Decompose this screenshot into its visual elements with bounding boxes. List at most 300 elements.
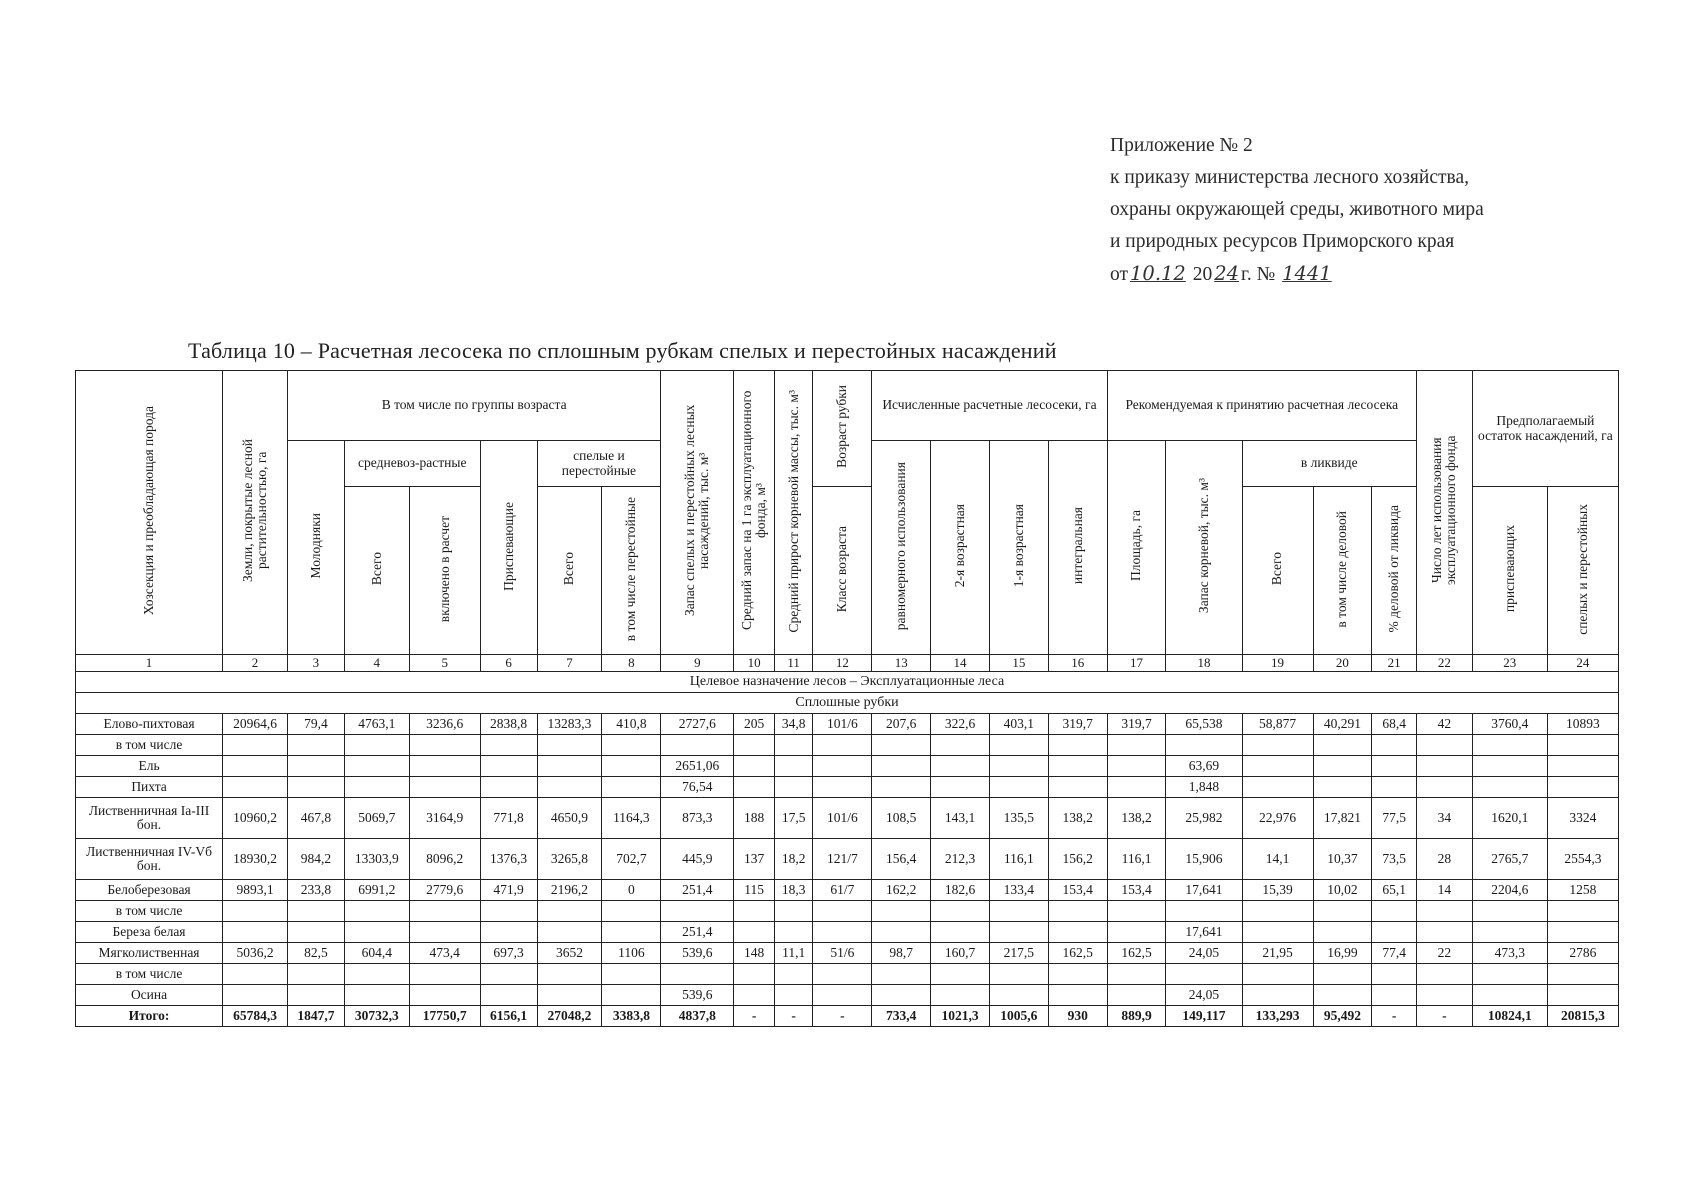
- table-cell: 3164,9: [409, 798, 480, 839]
- table-cell: 20964,6: [223, 714, 288, 735]
- table-cell: 1005,6: [989, 1006, 1048, 1027]
- column-numbers-row: [76, 655, 1619, 672]
- table-cell: 733,4: [872, 1006, 931, 1027]
- table-cell: 21,95: [1242, 943, 1313, 964]
- column-number: 6: [480, 655, 537, 672]
- header-years: Число лет использования эксплуатационного фонда: [1416, 371, 1472, 655]
- table-cell: 771,8: [480, 798, 537, 839]
- table-cell: [734, 756, 775, 777]
- table-cell: 17750,7: [409, 1006, 480, 1027]
- table-cell: [813, 964, 872, 985]
- table-cell: 3265,8: [537, 839, 602, 880]
- table-cell: [344, 735, 409, 756]
- table-cell: [1313, 985, 1372, 1006]
- table-cell: 10960,2: [223, 798, 288, 839]
- table-cell: [1547, 777, 1618, 798]
- header-commercial: в том числе деловой: [1313, 487, 1372, 655]
- table-cell: 162,5: [1048, 943, 1107, 964]
- header-second-age: 2-я возрастная: [931, 441, 990, 655]
- handwritten-date: 10.12: [1130, 262, 1186, 285]
- table-cell: 10,02: [1313, 880, 1372, 901]
- table-cell: 8096,2: [409, 839, 480, 880]
- table-cell: 22: [1416, 943, 1472, 964]
- table-cell: [1547, 985, 1618, 1006]
- column-number: 17: [1107, 655, 1166, 672]
- table-cell: 1258: [1547, 880, 1618, 901]
- species-name: Ель: [76, 756, 223, 777]
- table-cell: 9893,1: [223, 880, 288, 901]
- table-cell: [1048, 922, 1107, 943]
- table-cell: 65,538: [1166, 714, 1242, 735]
- order-reference: от 10.12 20 24 г. № 1441: [1110, 262, 1332, 285]
- table-cell: 319,7: [1048, 714, 1107, 735]
- table-cell: 445,9: [661, 839, 734, 880]
- species-name: Лиственничная Ia-III бон.: [76, 798, 223, 839]
- column-number: 19: [1242, 655, 1313, 672]
- table-cell: [872, 901, 931, 922]
- table-body: [76, 672, 1619, 1027]
- table-cell: [602, 777, 661, 798]
- table-cell: [1372, 756, 1417, 777]
- header-rest-ripe: спелых и перестойных: [1547, 487, 1618, 655]
- table-cell: [288, 901, 345, 922]
- table-cell: 138,2: [1107, 798, 1166, 839]
- table-cell: 133,4: [989, 880, 1048, 901]
- table-cell: [1107, 756, 1166, 777]
- table-cell: [1313, 756, 1372, 777]
- table-cell: [989, 756, 1048, 777]
- table-cell: 108,5: [872, 798, 931, 839]
- table-cell: 251,4: [661, 880, 734, 901]
- table-cell: [1107, 777, 1166, 798]
- table-cell: [1416, 964, 1472, 985]
- table-cell: 3760,4: [1472, 714, 1547, 735]
- table-cell: 233,8: [288, 880, 345, 901]
- table-cell: 11,1: [774, 943, 813, 964]
- table-cell: [602, 735, 661, 756]
- column-number: 8: [602, 655, 661, 672]
- column-number: 21: [1372, 655, 1417, 672]
- table-cell: 51/6: [813, 943, 872, 964]
- table-cell: [288, 985, 345, 1006]
- table-cell: 156,4: [872, 839, 931, 880]
- table-cell: 27048,2: [537, 1006, 602, 1027]
- table-cell: -: [1416, 1006, 1472, 1027]
- table-cell: [1048, 901, 1107, 922]
- species-name: Белоберезовая: [76, 880, 223, 901]
- table-row: [76, 756, 1619, 777]
- table-cell: [223, 964, 288, 985]
- table-cell: [1547, 922, 1618, 943]
- table-row: [76, 735, 1619, 756]
- table-cell: [661, 735, 734, 756]
- table-cell: [1048, 756, 1107, 777]
- table-cell: 18,2: [774, 839, 813, 880]
- table-cell: [813, 735, 872, 756]
- column-number: 7: [537, 655, 602, 672]
- table-cell: [480, 777, 537, 798]
- table-cell: [931, 964, 990, 985]
- table-cell: 2727,6: [661, 714, 734, 735]
- table-row: [76, 922, 1619, 943]
- header-recommended: Рекомендуемая к принятию расчетная лесосека: [1107, 371, 1416, 441]
- table-cell: [1472, 777, 1547, 798]
- table-cell: [288, 777, 345, 798]
- table-cell: -: [1372, 1006, 1417, 1027]
- table-cell: [931, 922, 990, 943]
- table-cell: 143,1: [931, 798, 990, 839]
- table-cell: [1048, 964, 1107, 985]
- header-uniform: равномерного использования: [872, 441, 931, 655]
- column-number: 2: [223, 655, 288, 672]
- table-cell: 4837,8: [661, 1006, 734, 1027]
- table-cell: -: [734, 1006, 775, 1027]
- table-cell: 101/6: [813, 798, 872, 839]
- table-cell: 25,982: [1166, 798, 1242, 839]
- table-cell: [409, 985, 480, 1006]
- column-number: 1: [76, 655, 223, 672]
- header-cut-age: Возраст рубки: [813, 371, 872, 487]
- table-cell: [409, 901, 480, 922]
- header-area: Площадь, га: [1107, 441, 1166, 655]
- table-row: [76, 964, 1619, 985]
- subsection-title: Сплошные рубки: [76, 693, 1619, 714]
- table-cell: [931, 756, 990, 777]
- table-cell: [1547, 735, 1618, 756]
- table-cell: [1416, 756, 1472, 777]
- table-cell: 2651,06: [661, 756, 734, 777]
- table-cell: [223, 901, 288, 922]
- table-cell: [1372, 985, 1417, 1006]
- table-cell: [1372, 777, 1417, 798]
- table-cell: 4763,1: [344, 714, 409, 735]
- column-number: 24: [1547, 655, 1618, 672]
- table-cell: 15,39: [1242, 880, 1313, 901]
- table-cell: [1107, 985, 1166, 1006]
- table-cell: 162,5: [1107, 943, 1166, 964]
- appendix-line: к приказу министерства лесного хозяйства,: [1110, 167, 1469, 188]
- table-cell: [872, 964, 931, 985]
- table-cell: [1472, 756, 1547, 777]
- table-cell: [602, 922, 661, 943]
- table-cell: [1372, 922, 1417, 943]
- table-cell: [480, 922, 537, 943]
- table-cell: [223, 922, 288, 943]
- appendix-line: и природных ресурсов Приморского края: [1110, 231, 1455, 252]
- species-name: Береза белая: [76, 922, 223, 943]
- table-cell: [1547, 964, 1618, 985]
- table-cell: [931, 777, 990, 798]
- table-cell: [602, 901, 661, 922]
- table-cell: [872, 777, 931, 798]
- table-cell: 1847,7: [288, 1006, 345, 1027]
- column-number: 12: [813, 655, 872, 672]
- table-cell: [537, 985, 602, 1006]
- table-cell: [480, 985, 537, 1006]
- header-avg-stock: Средний запас на 1 га эксплуатационного фонда, м³: [734, 371, 775, 655]
- table-cell: 10,37: [1313, 839, 1372, 880]
- table-cell: [1547, 756, 1618, 777]
- table-cell: 58,877: [1242, 714, 1313, 735]
- table-cell: 65784,3: [223, 1006, 288, 1027]
- species-name: Осина: [76, 985, 223, 1006]
- table-cell: 15,906: [1166, 839, 1242, 880]
- table-cell: [480, 901, 537, 922]
- table-cell: [537, 735, 602, 756]
- table-cell: [872, 922, 931, 943]
- table-cell: [602, 985, 661, 1006]
- table-cell: [1166, 901, 1242, 922]
- column-number: 23: [1472, 655, 1547, 672]
- header-ripe: спелые и перестойные: [537, 441, 661, 487]
- table-cell: 138,2: [1048, 798, 1107, 839]
- table-cell: 217,5: [989, 943, 1048, 964]
- table-cell: 10824,1: [1472, 1006, 1547, 1027]
- table-cell: [1547, 901, 1618, 922]
- table-cell: [1313, 901, 1372, 922]
- handwritten-year: 24: [1214, 262, 1240, 285]
- table-cell: [1166, 964, 1242, 985]
- column-number: 4: [344, 655, 409, 672]
- table-cell: 18930,2: [223, 839, 288, 880]
- table-cell: [774, 985, 813, 1006]
- table-cell: [344, 777, 409, 798]
- table-cell: 162,2: [872, 880, 931, 901]
- table-cell: 604,4: [344, 943, 409, 964]
- table-cell: 5036,2: [223, 943, 288, 964]
- table-cell: 1376,3: [480, 839, 537, 880]
- table-cell: [409, 756, 480, 777]
- table-cell: [1242, 756, 1313, 777]
- table-cell: 539,6: [661, 985, 734, 1006]
- table-cell: [1242, 777, 1313, 798]
- header-commercial-pct: % деловой от ликвида: [1372, 487, 1417, 655]
- table-cell: 153,4: [1107, 880, 1166, 901]
- table-cell: 101/6: [813, 714, 872, 735]
- table-cell: [813, 756, 872, 777]
- header-stock: Запас спелых и перестойных лесных насаждений, тыс. м³: [661, 371, 734, 655]
- table-cell: 1,848: [1166, 777, 1242, 798]
- table-cell: 95,492: [1313, 1006, 1372, 1027]
- table-cell: 116,1: [1107, 839, 1166, 880]
- table-cell: 79,4: [288, 714, 345, 735]
- table-cell: [223, 756, 288, 777]
- table-cell: 2196,2: [537, 880, 602, 901]
- table-cell: [1048, 777, 1107, 798]
- header-first-age: 1-я возрастная: [989, 441, 1048, 655]
- table-cell: [931, 985, 990, 1006]
- header-age-groups: В том числе по группы возраста: [288, 371, 661, 441]
- table-header: [76, 371, 1619, 672]
- table-cell: [1107, 901, 1166, 922]
- table-cell: 116,1: [989, 839, 1048, 880]
- table-cell: [1416, 735, 1472, 756]
- table-cell: 3652: [537, 943, 602, 964]
- table-cell: 702,7: [602, 839, 661, 880]
- header-root-stock: Запас корневой, тыс. м³: [1166, 441, 1242, 655]
- table-cell: 467,8: [288, 798, 345, 839]
- column-number: 11: [774, 655, 813, 672]
- column-number: 14: [931, 655, 990, 672]
- table-cell: 17,641: [1166, 922, 1242, 943]
- table-cell: 76,54: [661, 777, 734, 798]
- table-cell: [872, 735, 931, 756]
- table-cell: [931, 735, 990, 756]
- table-cell: [223, 985, 288, 1006]
- handwritten-number: 1441: [1282, 262, 1332, 285]
- table-cell: [480, 964, 537, 985]
- table-cell: 68,4: [1372, 714, 1417, 735]
- table-cell: 322,6: [931, 714, 990, 735]
- appendix-title: Приложение № 2: [1110, 135, 1253, 156]
- table-cell: 410,8: [602, 714, 661, 735]
- table-cell: [734, 964, 775, 985]
- table-cell: 42: [1416, 714, 1472, 735]
- table-row: [76, 798, 1619, 839]
- table-cell: 82,5: [288, 943, 345, 964]
- table-cell: 121/7: [813, 839, 872, 880]
- header-avg-growth: Средний прирост корневой массы, тыс. м³: [774, 371, 813, 655]
- table-cell: 2554,3: [1547, 839, 1618, 880]
- table-cell: [989, 901, 1048, 922]
- table-cell: 182,6: [931, 880, 990, 901]
- table-cell: [537, 964, 602, 985]
- table-cell: [1107, 735, 1166, 756]
- table-cell: [774, 735, 813, 756]
- table-caption: Таблица 10 – Расчетная лесосека по сплошным рубкам спелых и перестойных насаждений: [188, 338, 1057, 363]
- table-cell: [480, 735, 537, 756]
- table-cell: 403,1: [989, 714, 1048, 735]
- table-cell: 34,8: [774, 714, 813, 735]
- species-name: Мягколиственная: [76, 943, 223, 964]
- section-title: Целевое назначение лесов – Эксплуатационные леса: [76, 672, 1619, 693]
- table-cell: [1472, 901, 1547, 922]
- header-young: Молодняки: [288, 441, 345, 655]
- table-cell: 137: [734, 839, 775, 880]
- table-cell: 28: [1416, 839, 1472, 880]
- table-cell: 539,6: [661, 943, 734, 964]
- table-cell: [931, 901, 990, 922]
- table-cell: [409, 777, 480, 798]
- table-cell: [602, 756, 661, 777]
- species-name: Лиственничная IV-Vб бон.: [76, 839, 223, 880]
- table-cell: 65,1: [1372, 880, 1417, 901]
- table-cell: [661, 901, 734, 922]
- table-cell: 77,4: [1372, 943, 1417, 964]
- table-cell: 6156,1: [480, 1006, 537, 1027]
- table-cell: [344, 922, 409, 943]
- header-maturing: Приспевающие: [480, 441, 537, 655]
- table-cell: 2779,6: [409, 880, 480, 901]
- table-cell: 30732,3: [344, 1006, 409, 1027]
- table-cell: 1021,3: [931, 1006, 990, 1027]
- header-species: Хозсекция и преобладающая порода: [76, 371, 223, 655]
- table-cell: [813, 922, 872, 943]
- header-rest-maturing: приспевающих: [1472, 487, 1547, 655]
- table-cell: [344, 964, 409, 985]
- table-cell: 1164,3: [602, 798, 661, 839]
- table-cell: 10893: [1547, 714, 1618, 735]
- table-cell: 3324: [1547, 798, 1618, 839]
- table-cell: [813, 777, 872, 798]
- column-number: 5: [409, 655, 480, 672]
- table-cell: [1242, 735, 1313, 756]
- table-row: [76, 985, 1619, 1006]
- species-name: Елово-пихтовая: [76, 714, 223, 735]
- table-cell: [1472, 922, 1547, 943]
- table-cell: 2838,8: [480, 714, 537, 735]
- table-cell: [1313, 922, 1372, 943]
- table-cell: 98,7: [872, 943, 931, 964]
- header-integral: интегральная: [1048, 441, 1107, 655]
- table-cell: 133,293: [1242, 1006, 1313, 1027]
- table-cell: 1620,1: [1472, 798, 1547, 839]
- table-row: [76, 714, 1619, 735]
- header-ripe-total: Всего: [537, 487, 602, 655]
- table-cell: 4650,9: [537, 798, 602, 839]
- table-cell: [1242, 985, 1313, 1006]
- header-middle-aged: средневоз-растные: [344, 441, 480, 487]
- table-cell: 5069,7: [344, 798, 409, 839]
- table-cell: [1107, 922, 1166, 943]
- species-name: Итого:: [76, 1006, 223, 1027]
- table-cell: [774, 756, 813, 777]
- table-cell: [774, 964, 813, 985]
- table-cell: 18,3: [774, 880, 813, 901]
- table-cell: [989, 735, 1048, 756]
- table-cell: 77,5: [1372, 798, 1417, 839]
- column-number: 16: [1048, 655, 1107, 672]
- cutting-area-table: [75, 370, 1619, 1027]
- table-cell: 473,3: [1472, 943, 1547, 964]
- table-cell: 1106: [602, 943, 661, 964]
- table-cell: 2765,7: [1472, 839, 1547, 880]
- table-cell: [1472, 964, 1547, 985]
- table-cell: [734, 985, 775, 1006]
- table-cell: [872, 756, 931, 777]
- table-cell: [537, 756, 602, 777]
- table-cell: [602, 964, 661, 985]
- table-cell: [480, 756, 537, 777]
- table-cell: 471,9: [480, 880, 537, 901]
- header-remainder: Предполагаемый остаток насаждений, га: [1472, 371, 1618, 487]
- table-cell: [1242, 922, 1313, 943]
- table-row: [76, 943, 1619, 964]
- column-number: 9: [661, 655, 734, 672]
- table-cell: 3383,8: [602, 1006, 661, 1027]
- column-number: 3: [288, 655, 345, 672]
- table-cell: 188: [734, 798, 775, 839]
- header-overmature: в том числе перестойные: [602, 487, 661, 655]
- table-cell: [1048, 735, 1107, 756]
- table-cell: 22,976: [1242, 798, 1313, 839]
- table-cell: [989, 964, 1048, 985]
- table-cell: [409, 735, 480, 756]
- table-cell: 149,117: [1166, 1006, 1242, 1027]
- table-cell: 153,4: [1048, 880, 1107, 901]
- table-cell: [1372, 735, 1417, 756]
- table-cell: [223, 735, 288, 756]
- table-cell: 14: [1416, 880, 1472, 901]
- table-cell: [1242, 901, 1313, 922]
- table-cell: [288, 735, 345, 756]
- table-cell: [1242, 964, 1313, 985]
- table-cell: 930: [1048, 1006, 1107, 1027]
- table-cell: 115: [734, 880, 775, 901]
- table-cell: [989, 922, 1048, 943]
- table-cell: [734, 735, 775, 756]
- table-cell: 73,5: [1372, 839, 1417, 880]
